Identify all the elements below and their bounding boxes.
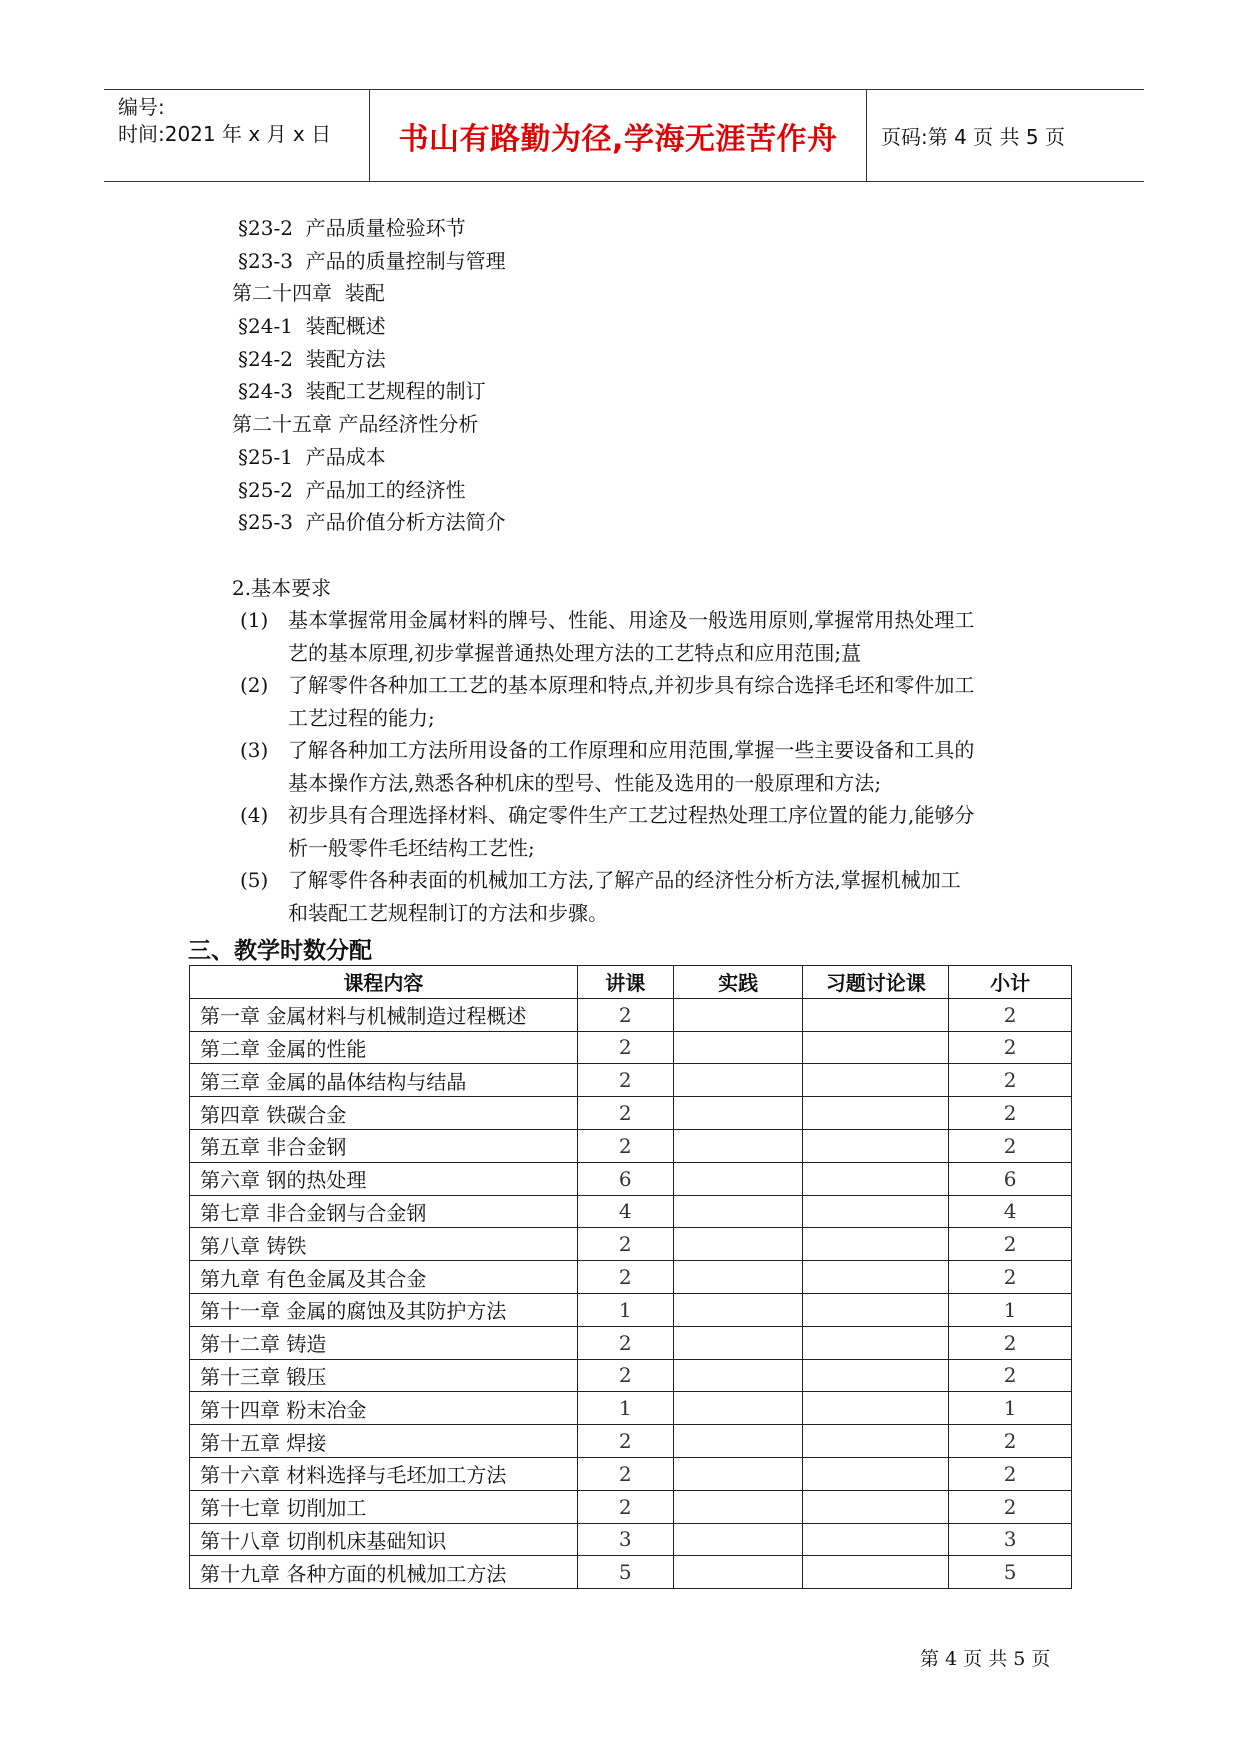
header-motto: 书山有路勤为径,学海无涯苦作舟 (370, 90, 867, 181)
practice-hours-cell (673, 1293, 803, 1326)
practice-hours-cell (673, 1129, 803, 1162)
lecture-hours-cell: 2 (577, 1457, 673, 1490)
header-lecture: 讲课 (577, 966, 673, 999)
subtotal-hours-cell: 1 (949, 1293, 1072, 1326)
practice-hours-cell (673, 1523, 803, 1556)
practice-hours-cell (673, 1425, 803, 1458)
lecture-hours-cell: 2 (577, 1326, 673, 1359)
lecture-hours-cell: 2 (577, 1490, 673, 1523)
table-row (190, 1228, 1072, 1261)
exercise-hours-cell (803, 1228, 949, 1261)
header-left-cell (104, 90, 370, 181)
course-name-cell: 第六章 钢的热处理 (190, 1162, 578, 1195)
subtotal-hours-cell: 2 (949, 1261, 1072, 1294)
header-page-label: 页码:第 4 页 共 5 页 (881, 125, 1065, 149)
subtotal-hours-cell: 3 (949, 1523, 1072, 1556)
toc-section-item: §23-2 产品质量检验环节 (238, 216, 466, 240)
practice-hours-cell (673, 1031, 803, 1064)
exercise-hours-cell (803, 1359, 949, 1392)
table-header-row (190, 966, 1072, 999)
exercise-hours-cell (803, 1261, 949, 1294)
table-row (190, 1556, 1072, 1589)
subtotal-hours-cell: 5 (949, 1556, 1072, 1589)
requirement-text-line: 艺的基本原理,初步掌握普通热处理方法的工艺特点和应用范围;蒀 (288, 640, 862, 665)
practice-hours-cell (673, 1490, 803, 1523)
toc-section-item: §23-3 产品的质量控制与管理 (238, 248, 506, 273)
course-name-cell: 第九章 有色金属及其合金 (190, 1261, 578, 1294)
lecture-hours-cell: 2 (577, 1031, 673, 1064)
requirement-item (232, 669, 1062, 734)
toc-chapter-item: 第二十五章 产品经济性分析 (232, 412, 479, 437)
table-row (190, 1195, 1072, 1228)
practice-hours-cell (673, 1392, 803, 1425)
requirement-text-line: 和装配工艺规程制订的方法和步骤。 (288, 900, 608, 925)
subtotal-hours-cell: 1 (949, 1392, 1072, 1425)
table-row (190, 1326, 1072, 1359)
subtotal-hours-cell: 2 (949, 1097, 1072, 1130)
subtotal-hours-cell: 2 (949, 1457, 1072, 1490)
toc-section-item: §24-2 装配方法 (238, 346, 386, 371)
document-time-label: 时间:2021 年 x 月 x 日 (118, 122, 332, 146)
table-row (190, 1425, 1072, 1458)
page-header (104, 89, 1144, 182)
table-row (190, 1392, 1072, 1425)
exercise-hours-cell (803, 1490, 949, 1523)
subtotal-hours-cell: 2 (949, 1031, 1072, 1064)
practice-hours-cell (673, 1195, 803, 1228)
toc-chapter-item: 第二十四章 装配 (232, 281, 385, 306)
practice-hours-cell (673, 1097, 803, 1130)
practice-hours-cell (673, 1457, 803, 1490)
course-name-cell: 第四章 铁碳合金 (190, 1097, 578, 1130)
course-name-cell: 第十四章 粉末冶金 (190, 1392, 578, 1425)
toc-section-item: §25-3 产品价值分析方法简介 (238, 510, 506, 535)
course-name-cell: 第十二章 铸造 (190, 1326, 578, 1359)
table-row (190, 1031, 1072, 1064)
lecture-hours-cell: 2 (577, 998, 673, 1031)
page-footer: 第 4 页 共 5 页 (920, 1648, 1051, 1670)
toc-section-item: §25-1 产品成本 (238, 444, 386, 469)
subtotal-hours-cell: 2 (949, 1129, 1072, 1162)
exercise-hours-cell (803, 998, 949, 1031)
exercise-hours-cell (803, 1031, 949, 1064)
subtotal-hours-cell: 2 (949, 1425, 1072, 1458)
lecture-hours-cell: 2 (577, 1359, 673, 1392)
course-name-cell: 第十三章 锻压 (190, 1359, 578, 1392)
subtotal-hours-cell: 2 (949, 998, 1072, 1031)
lecture-hours-cell: 6 (577, 1162, 673, 1195)
requirement-number: (1) (240, 608, 269, 632)
document-number-label: 编号: (118, 95, 165, 119)
toc-section-item: §24-3 装配工艺规程的制订 (238, 379, 486, 404)
requirement-text-line: 了解零件各种加工工艺的基本原理和特点,并初步具有综合选择毛坯和零件加工 (288, 673, 975, 697)
course-name-cell: 第十七章 切削加工 (190, 1490, 578, 1523)
practice-hours-cell (673, 1261, 803, 1294)
requirement-text-line: 析一般零件毛坯结构工艺性; (288, 835, 535, 860)
course-name-cell: 第十一章 金属的腐蚀及其防护方法 (190, 1293, 578, 1326)
table-row (190, 1064, 1072, 1097)
exercise-hours-cell (803, 1523, 949, 1556)
lecture-hours-cell: 2 (577, 1228, 673, 1261)
requirement-text-line: 基本掌握常用金属材料的牌号、性能、用途及一般选用原则,掌握常用热处理工 (288, 608, 975, 632)
course-name-cell: 第八章 铸铁 (190, 1228, 578, 1261)
requirement-item (232, 604, 1062, 669)
lecture-hours-cell: 3 (577, 1523, 673, 1556)
table-row (190, 1129, 1072, 1162)
practice-hours-cell (673, 1162, 803, 1195)
course-name-cell: 第十八章 切削机床基础知识 (190, 1523, 578, 1556)
practice-hours-cell (673, 1326, 803, 1359)
exercise-hours-cell (803, 1097, 949, 1130)
lecture-hours-cell: 2 (577, 1129, 673, 1162)
course-name-cell: 第十五章 焊接 (190, 1425, 578, 1458)
requirement-number: (3) (240, 738, 269, 762)
course-name-cell: 第二章 金属的性能 (190, 1031, 578, 1064)
practice-hours-cell (673, 1359, 803, 1392)
course-name-cell: 第十六章 材料选择与毛坯加工方法 (190, 1457, 578, 1490)
requirement-number: (5) (240, 868, 269, 892)
lecture-hours-cell: 2 (577, 1425, 673, 1458)
requirement-number: (2) (240, 673, 269, 697)
basic-requirements (232, 572, 1062, 929)
teaching-hours-table (189, 965, 1072, 1589)
subtotal-hours-cell: 2 (949, 1490, 1072, 1523)
lecture-hours-cell: 2 (577, 1097, 673, 1130)
requirement-text-line: 了解零件各种表面的机械加工方法,了解产品的经济性分析方法,掌握机械加工 (288, 868, 961, 892)
lecture-hours-cell: 1 (577, 1293, 673, 1326)
practice-hours-cell (673, 1228, 803, 1261)
requirements-title: 2.基本要求 (232, 576, 332, 600)
table-row (190, 1523, 1072, 1556)
exercise-hours-cell (803, 1556, 949, 1589)
subtotal-hours-cell: 2 (949, 1359, 1072, 1392)
exercise-hours-cell (803, 1293, 949, 1326)
exercise-hours-cell (803, 1129, 949, 1162)
subtotal-hours-cell: 2 (949, 1064, 1072, 1097)
course-name-cell: 第五章 非合金钢 (190, 1129, 578, 1162)
lecture-hours-cell: 4 (577, 1195, 673, 1228)
lecture-hours-cell: 5 (577, 1556, 673, 1589)
requirement-item (232, 799, 1062, 864)
exercise-hours-cell (803, 1425, 949, 1458)
toc-section-item: §25-2 产品加工的经济性 (238, 477, 466, 502)
lecture-hours-cell: 2 (577, 1064, 673, 1097)
exercise-hours-cell (803, 1457, 949, 1490)
requirement-item (232, 864, 1062, 929)
exercise-hours-cell (803, 1195, 949, 1228)
course-name-cell: 第七章 非合金钢与合金钢 (190, 1195, 578, 1228)
lecture-hours-cell: 1 (577, 1392, 673, 1425)
requirement-number: (4) (240, 803, 269, 827)
toc-section-item: §24-1 装配概述 (238, 314, 386, 339)
practice-hours-cell (673, 1064, 803, 1097)
exercise-hours-cell (803, 1064, 949, 1097)
subtotal-hours-cell: 4 (949, 1195, 1072, 1228)
exercise-hours-cell (803, 1392, 949, 1425)
section-title: 三、教学时数分配 (188, 938, 372, 964)
requirement-text-line: 初步具有合理选择材料、确定零件生产工艺过程热处理工序位置的能力,能够分 (288, 803, 975, 827)
table-row (190, 1457, 1072, 1490)
table-row (190, 998, 1072, 1031)
subtotal-hours-cell: 6 (949, 1162, 1072, 1195)
header-practice: 实践 (673, 966, 803, 999)
requirement-text-line: 工艺过程的能力; (288, 705, 435, 730)
header-exercise: 习题讨论课 (803, 966, 949, 999)
practice-hours-cell (673, 1556, 803, 1589)
exercise-hours-cell (803, 1326, 949, 1359)
table-row (190, 1097, 1072, 1130)
table-of-contents (232, 212, 506, 539)
table-row (190, 1359, 1072, 1392)
subtotal-hours-cell: 2 (949, 1228, 1072, 1261)
subtotal-hours-cell: 2 (949, 1326, 1072, 1359)
course-name-cell: 第十九章 各种方面的机械加工方法 (190, 1556, 578, 1589)
exercise-hours-cell (803, 1162, 949, 1195)
course-name-cell: 第三章 金属的晶体结构与结晶 (190, 1064, 578, 1097)
requirement-item (232, 734, 1062, 799)
table-row (190, 1261, 1072, 1294)
lecture-hours-cell: 2 (577, 1261, 673, 1294)
table-row (190, 1162, 1072, 1195)
table-row (190, 1490, 1072, 1523)
course-name-cell: 第一章 金属材料与机械制造过程概述 (190, 998, 578, 1031)
requirement-text-line: 了解各种加工方法所用设备的工作原理和应用范围,掌握一些主要设备和工具的 (288, 738, 975, 762)
practice-hours-cell (673, 998, 803, 1031)
table-row (190, 1293, 1072, 1326)
header-course-content: 课程内容 (190, 966, 578, 999)
requirement-text-line: 基本操作方法,熟悉各种机床的型号、性能及选用的一般原理和方法; (288, 770, 882, 795)
header-subtotal: 小计 (949, 966, 1072, 999)
